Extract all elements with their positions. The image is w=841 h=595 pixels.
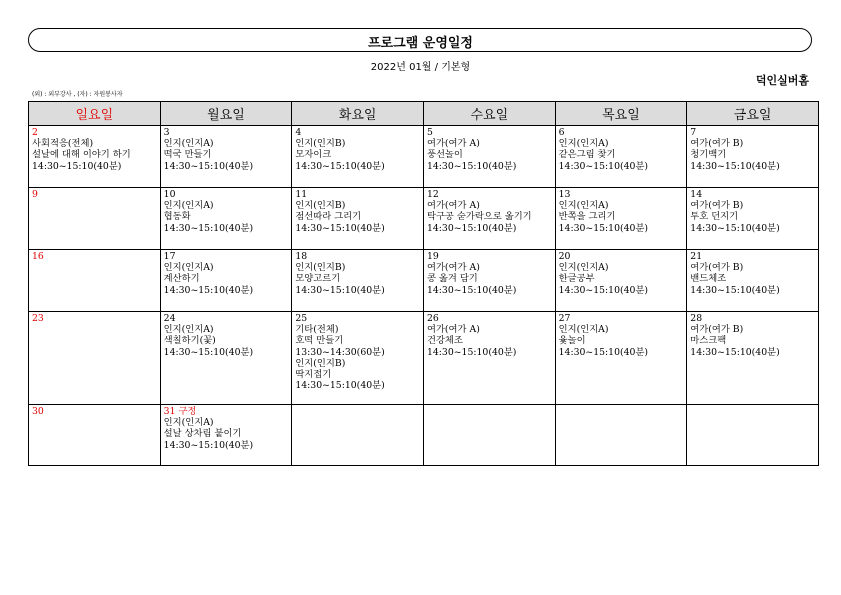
day-number: 10 — [163, 189, 176, 200]
program-line: 인지(인지A) — [558, 200, 609, 212]
program-line: 14:30~15:10(40분) — [690, 346, 780, 358]
schedule-table — [28, 101, 819, 466]
day-cell — [687, 126, 819, 188]
header-friday: 금요일 — [687, 102, 819, 126]
program-line: 인지(인지A) — [558, 324, 609, 336]
program-line: 14:30~15:10(40분) — [558, 346, 649, 358]
program-line: 14:30~15:10(40분) — [163, 222, 254, 234]
day-cell — [687, 312, 819, 405]
day-number: 4 — [295, 127, 302, 138]
day-number: 26 — [426, 313, 439, 324]
day-cell — [423, 405, 555, 466]
day-number: 2 — [32, 127, 38, 138]
program-line: 인지(인지A) — [558, 138, 609, 150]
day-cell — [160, 126, 292, 188]
program-line: 인지(인지A) — [558, 262, 609, 274]
program-line: 한글공부 — [558, 273, 595, 285]
program-line: 건강체조 — [426, 335, 463, 347]
program-line: 여가(여가 A) — [426, 138, 480, 150]
day-cell — [555, 312, 687, 405]
program-line: 계산하기 — [163, 273, 200, 285]
day-number: 20 — [558, 251, 571, 262]
legend-note: (외) : 외부강사 , (자) : 자원봉사자 — [32, 91, 123, 98]
day-cell — [423, 126, 555, 188]
program-line: 마스크팩 — [690, 335, 727, 347]
day-cell — [555, 126, 687, 188]
header-sunday: 일요일 — [29, 102, 161, 126]
day-number: 13 — [558, 189, 571, 200]
program-line: 14:30~15:10(40분) — [426, 346, 517, 358]
program-line: 14:30~15:10(40분) — [690, 222, 780, 234]
header-monday: 월요일 — [160, 102, 292, 126]
day-cell — [29, 250, 161, 312]
program-line: 14:30~15:10(40분) — [558, 160, 649, 172]
program-line: 여가(여가 B) — [690, 324, 744, 336]
day-number: 19 — [426, 251, 439, 262]
day-cell — [423, 312, 555, 405]
day-cell — [160, 188, 292, 250]
day-cell — [292, 188, 424, 250]
program-line: 호떡 만들기 — [295, 335, 344, 347]
program-line: 반쪽을 그리기 — [558, 211, 616, 223]
program-line: 14:30~15:10(40분) — [690, 160, 780, 172]
day-number: 16 — [32, 251, 44, 262]
week-row — [29, 250, 819, 312]
header-wednesday: 수요일 — [423, 102, 555, 126]
day-number: 11 — [295, 189, 308, 200]
day-cell — [423, 250, 555, 312]
day-number: 31 구정 — [163, 406, 197, 417]
program-line: 점선따라 그리기 — [295, 211, 362, 223]
program-line: 인지(인지A) — [163, 138, 214, 150]
program-line: 인지(인지A) — [163, 262, 214, 274]
program-line: 인지(인지A) — [163, 200, 214, 212]
program-line: 탁구공 숟가락으로 옮기기 — [426, 211, 532, 223]
organization-name: 덕인실버홈 — [755, 74, 809, 87]
day-cell — [687, 250, 819, 312]
day-cell — [292, 250, 424, 312]
program-line: 14:30~15:10(40분) — [426, 222, 517, 234]
day-cell — [160, 312, 292, 405]
page-subtitle: 2022년 01월 / 기본형 — [370, 62, 471, 73]
day-cell — [687, 405, 819, 466]
day-number: 3 — [163, 127, 170, 138]
program-line: 인지(인지B) — [295, 200, 346, 212]
day-cell — [160, 405, 292, 466]
day-cell — [555, 188, 687, 250]
program-line: 14:30~15:10(40분) — [558, 222, 649, 234]
program-line: 14:30~15:10(40분) — [295, 380, 385, 392]
program-line: 투호 던지기 — [690, 211, 739, 223]
day-cell — [687, 188, 819, 250]
program-line: 여가(여가 A) — [426, 200, 480, 212]
program-line: 같은그림 찾기 — [558, 149, 616, 161]
program-line: 설날 상차림 붙이기 — [163, 428, 242, 440]
program-line: 윷놀이 — [558, 335, 586, 347]
program-line: 14:30~15:10(40분) — [32, 160, 122, 172]
day-number: 30 — [32, 406, 44, 417]
program-line: 인지(인지B) — [295, 138, 346, 150]
program-line: 14:30~15:10(40분) — [426, 284, 517, 296]
day-number: 6 — [558, 127, 565, 138]
program-line: 14:30~15:10(40분) — [690, 284, 780, 296]
day-cell — [29, 188, 161, 250]
program-line: 떡국 만들기 — [163, 149, 212, 161]
day-cell — [160, 250, 292, 312]
program-line: 14:30~15:10(40분) — [558, 284, 649, 296]
program-line: 인지(인지B) — [295, 357, 346, 369]
day-number: 27 — [558, 313, 571, 324]
week-row — [29, 405, 819, 466]
program-line: 콩 옮겨 담기 — [426, 273, 478, 285]
day-number: 24 — [163, 313, 176, 324]
day-cell — [292, 126, 424, 188]
day-cell — [292, 312, 424, 405]
program-line: 설날에 대해 이야기 하기 — [32, 149, 131, 161]
day-cell — [555, 405, 687, 466]
day-cell — [29, 405, 161, 466]
program-line: 인지(인지A) — [163, 417, 214, 429]
program-line: 14:30~15:10(40분) — [426, 160, 517, 172]
program-line: 인지(인지B) — [295, 262, 346, 274]
program-line: 밴드체조 — [690, 273, 727, 285]
program-line: 모자이크 — [295, 149, 332, 161]
day-number: 12 — [426, 189, 439, 200]
program-line: 14:30~15:10(40분) — [163, 346, 254, 358]
program-line: 14:30~15:10(40분) — [163, 160, 254, 172]
day-number: 7 — [690, 127, 697, 138]
week-row — [29, 312, 819, 405]
program-line: 14:30~15:10(40분) — [295, 160, 385, 172]
program-line: 여가(여가 A) — [426, 262, 480, 274]
program-line: 여가(여가 A) — [426, 324, 480, 336]
day-cell — [555, 250, 687, 312]
week-row — [29, 126, 819, 188]
program-line: 여가(여가 B) — [690, 200, 744, 212]
page-title: 프로그램 운영일정 — [368, 36, 473, 51]
program-line: 14:30~15:10(40분) — [295, 284, 385, 296]
header-thursday: 목요일 — [555, 102, 687, 126]
day-cell — [29, 312, 161, 405]
program-line: 색칠하기(꽃) — [163, 335, 216, 347]
program-line: 풍선놀이 — [426, 149, 463, 161]
program-line: 청기백기 — [690, 149, 727, 161]
program-line: 딱지접기 — [295, 369, 332, 381]
program-line: 모양고르기 — [295, 273, 341, 285]
day-number: 25 — [295, 313, 308, 324]
program-line: 협동화 — [163, 211, 191, 223]
header-tuesday: 화요일 — [292, 102, 424, 126]
day-number: 9 — [32, 189, 38, 200]
weekday-header-row — [29, 102, 819, 126]
day-number: 5 — [426, 127, 433, 138]
day-cell — [29, 126, 161, 188]
program-line: 기타(전체) — [295, 324, 339, 336]
day-number: 17 — [163, 251, 176, 262]
day-cell — [423, 188, 555, 250]
week-row — [29, 188, 819, 250]
program-line: 13:30~14:30(60분) — [295, 346, 385, 358]
program-line: 여가(여가 B) — [690, 262, 744, 274]
program-line: 14:30~15:10(40분) — [163, 439, 254, 451]
day-number: 28 — [690, 313, 703, 324]
program-line: 사회적응(전체) — [32, 138, 94, 150]
day-number: 21 — [690, 251, 703, 262]
day-number: 14 — [690, 189, 703, 200]
day-cell — [292, 405, 424, 466]
program-line: 인지(인지A) — [163, 324, 214, 336]
day-number: 18 — [295, 251, 308, 262]
program-line: 14:30~15:10(40분) — [295, 222, 385, 234]
day-number: 23 — [32, 313, 44, 324]
program-line: 14:30~15:10(40분) — [163, 284, 254, 296]
program-line: 여가(여가 B) — [690, 138, 744, 150]
